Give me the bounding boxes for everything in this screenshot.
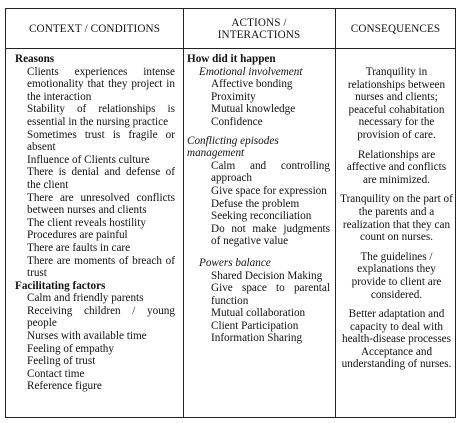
group-title: Powers balance — [199, 256, 271, 269]
header-context — [6, 9, 183, 48]
facilitating-title: Facilitating factors — [15, 279, 106, 292]
list-item: There are faults in care — [27, 241, 131, 254]
list-item: Proximity — [211, 90, 256, 103]
list-item: There is denial and defense of the client — [27, 166, 175, 191]
header-actions — [183, 9, 335, 48]
list-item: Do not make judgments of negative value — [211, 222, 330, 248]
reasons-title: Reasons — [15, 53, 55, 65]
list-item: Stability of relationships is essential in the nursing practice — [27, 103, 175, 128]
header-actions-line1: ACTIONS / — [231, 16, 287, 29]
table — [5, 8, 456, 418]
list-item: Receiving children / young people — [27, 304, 175, 330]
list-item: Give space for expression — [211, 184, 327, 197]
list-item: There are unresolved conflicts between nurses and clients — [27, 191, 175, 217]
list-item: Calm and controlling approach — [211, 159, 330, 185]
list-item: Clients experiences intense emotionality that they project in the interaction — [27, 65, 175, 103]
consequence-item: Acceptance and understanding of nurses. — [341, 345, 452, 371]
list-item: Procedures are painful — [27, 229, 128, 242]
header-actions-line2: INTERACTIONS — [217, 28, 301, 41]
column-divider — [335, 9, 336, 417]
actions-column — [187, 53, 330, 345]
consequence-item: The guidelines / explanations they provide to client are considered. — [351, 250, 442, 301]
consequences-column — [339, 66, 454, 378]
list-item: Affective bonding — [211, 78, 293, 91]
list-item: Feeling of empathy — [27, 342, 114, 355]
group-title: Emotional involvement — [199, 65, 303, 78]
list-item: Sometimes trust is fragile or absent — [27, 128, 175, 154]
list-item: Information Sharing — [211, 332, 303, 345]
header-consequences-label: CONSEQUENCES — [350, 22, 441, 35]
consequence-item: Better adaptation and capacity to deal with health-disease processes — [341, 308, 452, 346]
list-item: Give space to parental function — [211, 282, 330, 307]
consequence-item: Relationships are affective and conflicts are minimized. — [346, 148, 447, 186]
actions-title: How did it happen — [187, 53, 276, 65]
context-column — [15, 53, 175, 393]
consequence-item: Tranquility on the part of the parents and a realization that they can count on nurses. — [340, 193, 453, 244]
list-item: Confidence — [211, 115, 263, 128]
header-divider — [6, 48, 455, 49]
list-item: There are moments of breach of trust — [27, 254, 175, 280]
list-item: Nurses with available time — [27, 330, 147, 343]
list-item: Feeling of trust — [27, 355, 96, 368]
column-divider — [183, 9, 184, 417]
list-item: Mutual collaboration — [211, 307, 306, 320]
group-title: Conflicting episodes management — [187, 134, 279, 160]
consequence-item: Tranquility in relationships between nurses and clients; peaceful cohabitation necessary for the provision of care. — [347, 66, 446, 141]
list-item: Client Participation — [211, 319, 299, 332]
list-item: Calm and friendly parents — [27, 292, 144, 305]
header-context-label: CONTEXT / CONDITIONS — [28, 22, 161, 35]
list-item: Contact time — [27, 367, 85, 380]
list-item: The client reveals hostility — [27, 216, 146, 229]
list-item: Seeking reconciliation — [211, 210, 312, 223]
list-item: Influence of Clients culture — [27, 153, 150, 166]
list-item: Mutual knowledge — [211, 103, 296, 116]
list-item: Defuse the problem — [211, 197, 300, 210]
list-item: Reference figure — [27, 380, 102, 393]
header-consequences — [335, 9, 456, 48]
list-item: Shared Decision Making — [211, 269, 323, 282]
